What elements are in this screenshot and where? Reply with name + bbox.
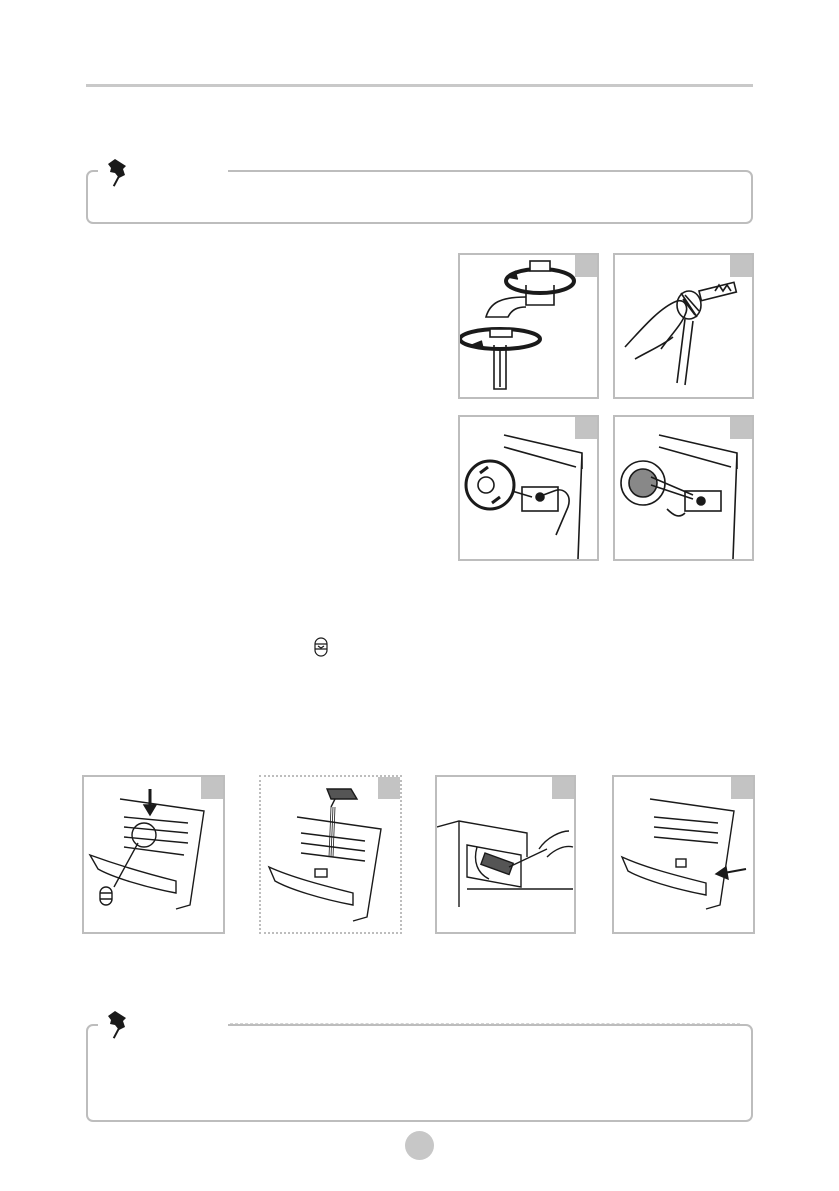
figure-unscrew-inlet	[458, 415, 599, 561]
note-box-bottom	[86, 1024, 753, 1122]
note-dashed-line	[230, 1023, 740, 1024]
figure-brush-filter	[613, 253, 754, 399]
figure-rinse-drawer	[259, 775, 402, 934]
note-box-top	[86, 170, 753, 224]
figure-push-drawer	[612, 775, 755, 934]
drawer-siphon-icon	[314, 637, 328, 657]
pushpin-icon	[104, 1008, 134, 1042]
pushpin-icon	[104, 156, 134, 190]
figure-press-siphon	[82, 775, 225, 934]
figure-faucet-hose	[458, 253, 599, 399]
header-rule	[86, 84, 753, 87]
figure-brush-housing	[435, 775, 576, 934]
page-number-badge	[405, 1131, 434, 1160]
figure-remove-filter	[613, 415, 754, 561]
